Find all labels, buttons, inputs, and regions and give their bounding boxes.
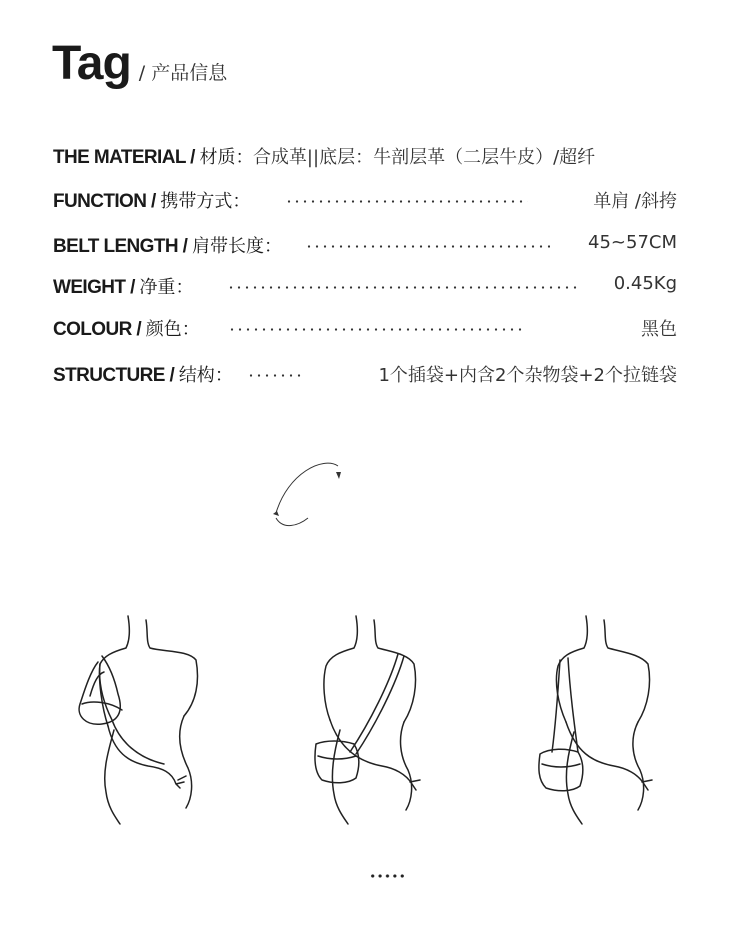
spec-label-en: WEIGHT / <box>53 277 135 298</box>
spec-label-material <box>53 143 595 169</box>
spec-label-cn: 肩带长度 <box>192 236 265 257</box>
label-colon: ： <box>214 365 233 386</box>
more-indicator-dots <box>369 874 406 878</box>
spec-label-function <box>53 187 250 213</box>
dot-leader <box>247 374 305 377</box>
spec-label-cn: 颜色 <box>145 319 182 340</box>
arrow-head-right <box>336 472 341 479</box>
spec-label-en: BELT LENGTH / <box>53 236 188 257</box>
section-subtitle: / 产品信息 <box>138 62 228 84</box>
spec-value-weight: 0.45Kg <box>613 273 677 294</box>
spec-row-material <box>53 143 677 171</box>
spec-label-cn: 结构 <box>178 365 215 386</box>
figure-crossbody-carry <box>300 612 450 827</box>
spec-value-structure: 1个插袋+内含2个杂物袋+2个拉链袋 <box>378 365 677 386</box>
spec-label-cn: 净重 <box>139 277 176 298</box>
spec-value-material: 合成革||底层：牛剖层革（二层牛皮）/超纤 <box>252 147 596 168</box>
spec-label-belt-length <box>53 232 281 258</box>
spec-row-colour <box>53 315 677 343</box>
spec-label-cn: 材质 <box>199 147 236 168</box>
spec-row-structure <box>53 361 677 389</box>
spec-row-weight <box>53 273 677 301</box>
rotate-arc-upper <box>276 463 338 513</box>
spec-label-cn: 携带方式 <box>160 191 233 212</box>
spec-value-belt-length: 45~57CM <box>588 232 677 253</box>
label-colon: ： <box>175 277 193 298</box>
figure-shoulder-carry-long-strap <box>530 612 680 827</box>
spec-label-colour <box>53 315 199 341</box>
dot-leader <box>285 200 528 203</box>
figure-shoulder-carry <box>68 612 218 827</box>
spec-label-weight <box>53 273 193 299</box>
label-colon: ： <box>232 191 250 212</box>
label-colon: ： <box>264 236 282 257</box>
arrow-head-left <box>273 511 279 516</box>
label-colon: ： <box>235 147 253 168</box>
brand-title: Tag <box>52 37 131 90</box>
spec-label-en: STRUCTURE / <box>53 365 175 386</box>
dot-leader <box>228 328 523 331</box>
label-colon: ： <box>181 319 200 340</box>
spec-row-function <box>53 187 677 215</box>
spec-value-colour: 黑色 <box>641 319 677 340</box>
spec-label-en: FUNCTION / <box>53 191 156 212</box>
page-header <box>52 37 228 90</box>
rotate-arc-lower <box>276 518 308 526</box>
spec-value-function: 单肩 /斜挎 <box>593 191 677 212</box>
spec-row-belt-length <box>53 232 677 260</box>
spec-label-en: COLOUR / <box>53 319 142 340</box>
rotate-arrows-icon <box>268 458 348 533</box>
spec-label-en: THE MATERIAL / <box>53 147 195 168</box>
spec-label-structure <box>53 361 232 387</box>
dot-leader <box>305 245 550 248</box>
dot-leader <box>227 286 581 289</box>
